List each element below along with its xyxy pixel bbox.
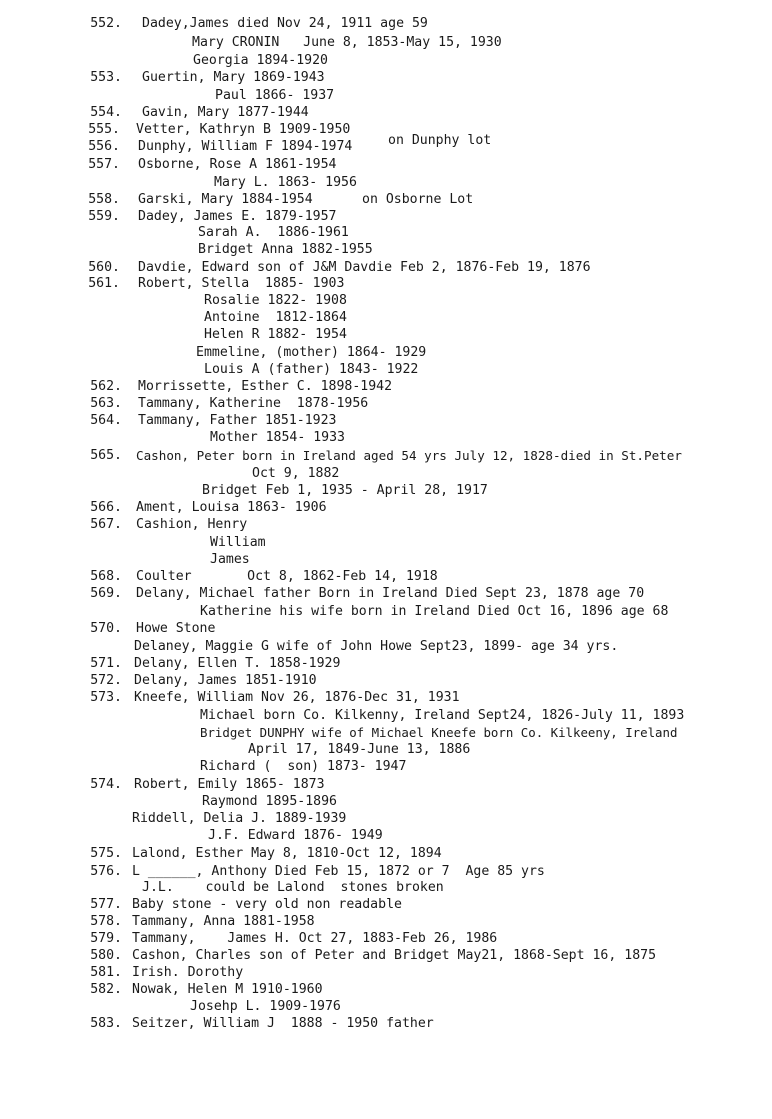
entry-line: Cashon, Peter born in Ireland aged 54 yrs July 12, 1828-died in St.Peter: [136, 448, 682, 463]
entry-line: Morrissette, Esther C. 1898-1942: [138, 379, 393, 394]
entry-line: Mary CRONIN June 8, 1853-May 15, 1930: [192, 35, 502, 50]
entry-line: William: [210, 535, 266, 550]
entry-line: Mother 1854- 1933: [210, 430, 345, 445]
entry-line: Robert, Emily 1865- 1873: [134, 777, 325, 792]
entry-line: Josehp L. 1909-1976: [190, 999, 341, 1014]
entry-note: on Dunphy lot: [388, 133, 492, 148]
entry-number: 555.: [88, 122, 120, 137]
entry-number: 581.: [90, 965, 122, 980]
entry-number: 556.: [88, 139, 120, 154]
entry-line: Tammany, Anna 1881-1958: [132, 914, 315, 929]
entry-number: 575.: [90, 846, 122, 861]
entry-number: 583.: [90, 1016, 122, 1031]
entry-line: Louis A (father) 1843- 1922: [204, 362, 419, 377]
entry-line: Katherine his wife born in Ireland Died Oct 16, 1896 age 68: [200, 604, 669, 619]
entry-line: Tammany, James H. Oct 27, 1883-Feb 26, 1986: [132, 931, 498, 946]
entry-number: 572.: [90, 673, 122, 688]
entry-line: Riddell, Delia J. 1889-1939: [132, 811, 347, 826]
entry-line: Delaney, Maggie G wife of John Howe Sept23, 1899- age 34 yrs.: [134, 639, 619, 654]
entry-number: 582.: [90, 982, 122, 997]
entry-line: Rosalie 1822- 1908: [204, 293, 347, 308]
entry-line: Osborne, Rose A 1861-1954: [138, 157, 337, 172]
entry-line: Guertin, Mary 1869-1943: [142, 70, 325, 85]
entry-number: 580.: [90, 948, 122, 963]
entry-number: 563.: [90, 396, 122, 411]
entry-line: Kneefe, William Nov 26, 1876-Dec 31, 1931: [134, 690, 460, 705]
entry-line: James: [210, 552, 250, 567]
entry-number: 570.: [90, 621, 122, 636]
entry-number: 571.: [90, 656, 122, 671]
entry-line: Cashion, Henry: [136, 517, 248, 532]
entry-line: Paul 1866- 1937: [215, 88, 335, 103]
entry-line: Helen R 1882- 1954: [204, 327, 347, 342]
entry-number: 559.: [88, 209, 120, 224]
entry-line: Georgia 1894-1920: [193, 53, 328, 68]
entry-line: Ament, Louisa 1863- 1906: [136, 500, 327, 515]
entry-line: J.L. could be Lalond stones broken: [142, 880, 444, 895]
entry-line: Richard ( son) 1873- 1947: [200, 759, 407, 774]
entry-line: Coulter Oct 8, 1862-Feb 14, 1918: [136, 569, 438, 584]
entry-line: Emmeline, (mother) 1864- 1929: [196, 345, 427, 360]
entry-number: 578.: [90, 914, 122, 929]
entry-line: Bridget Anna 1882-1955: [198, 242, 373, 257]
entry-line: Oct 9, 1882: [252, 466, 340, 481]
entry-line: Dadey, James E. 1879-1957: [138, 209, 337, 224]
entry-number: 573.: [90, 690, 122, 705]
entry-line: April 17, 1849-June 13, 1886: [248, 742, 471, 757]
entry-line: Delany, James 1851-1910: [134, 673, 317, 688]
entry-line: Baby stone - very old non readable: [132, 897, 402, 912]
entry-line: Dadey,James died Nov 24, 1911 age 59: [142, 16, 428, 31]
entry-number: 566.: [90, 500, 122, 515]
entry-number: 579.: [90, 931, 122, 946]
entry-line: Bridget Feb 1, 1935 - April 28, 1917: [202, 483, 488, 498]
entry-line: Antoine 1812-1864: [204, 310, 347, 325]
entry-line: Seitzer, William J 1888 - 1950 father: [132, 1016, 434, 1031]
entry-line: Gavin, Mary 1877-1944: [142, 105, 309, 120]
entry-line: Raymond 1895-1896: [202, 794, 337, 809]
entry-number: 561.: [88, 276, 120, 291]
entry-line: Delany, Michael father Born in Ireland Died Sept 23, 1878 age 70: [136, 586, 645, 601]
entry-number: 557.: [88, 157, 120, 172]
entry-line: J.F. Edward 1876- 1949: [208, 828, 383, 843]
entry-note: on Osborne Lot: [362, 192, 474, 207]
entry-number: 560.: [88, 260, 120, 275]
entry-number: 568.: [90, 569, 122, 584]
entry-number: 569.: [90, 586, 122, 601]
entry-line: Cashon, Charles son of Peter and Bridget May21, 1868-Sept 16, 1875: [132, 948, 657, 963]
entry-number: 558.: [88, 192, 120, 207]
entry-line: Nowak, Helen M 1910-1960: [132, 982, 323, 997]
entry-number: 553.: [90, 70, 122, 85]
entry-line: Irish. Dorothy: [132, 965, 244, 980]
entry-number: 574.: [90, 777, 122, 792]
entry-number: 554.: [90, 105, 122, 120]
entry-line: Davdie, Edward son of J&M Davdie Feb 2, 1876-Feb 19, 1876: [138, 260, 591, 275]
entry-number: 562.: [90, 379, 122, 394]
entry-number: 564.: [90, 413, 122, 428]
entry-line: Howe Stone: [136, 621, 216, 636]
entry-line: Bridget DUNPHY wife of Michael Kneefe born Co. Kilkeeny, Ireland: [200, 725, 678, 740]
entry-line: L ______, Anthony Died Feb 15, 1872 or 7 Age 85 yrs: [132, 864, 545, 879]
entry-number: 577.: [90, 897, 122, 912]
entry-line: Vetter, Kathryn B 1909-1950: [136, 122, 351, 137]
entry-line: Robert, Stella 1885- 1903: [138, 276, 345, 291]
entry-line: Dunphy, William F 1894-1974: [138, 139, 353, 154]
entry-number: 567.: [90, 517, 122, 532]
entry-number: 576.: [90, 864, 122, 879]
entry-line: Mary L. 1863- 1956: [214, 175, 357, 190]
entry-line: Tammany, Katherine 1878-1956: [138, 396, 369, 411]
entry-number: 565.: [90, 448, 122, 463]
entry-line: Michael born Co. Kilkenny, Ireland Sept24, 1826-July 11, 1893: [200, 708, 685, 723]
entry-line: Sarah A. 1886-1961: [198, 225, 349, 240]
entry-line: Garski, Mary 1884-1954: [138, 192, 313, 207]
entry-number: 552.: [90, 16, 122, 31]
entry-line: Delany, Ellen T. 1858-1929: [134, 656, 341, 671]
entry-line: Tammany, Father 1851-1923: [138, 413, 337, 428]
entry-line: Lalond, Esther May 8, 1810-Oct 12, 1894: [132, 846, 442, 861]
